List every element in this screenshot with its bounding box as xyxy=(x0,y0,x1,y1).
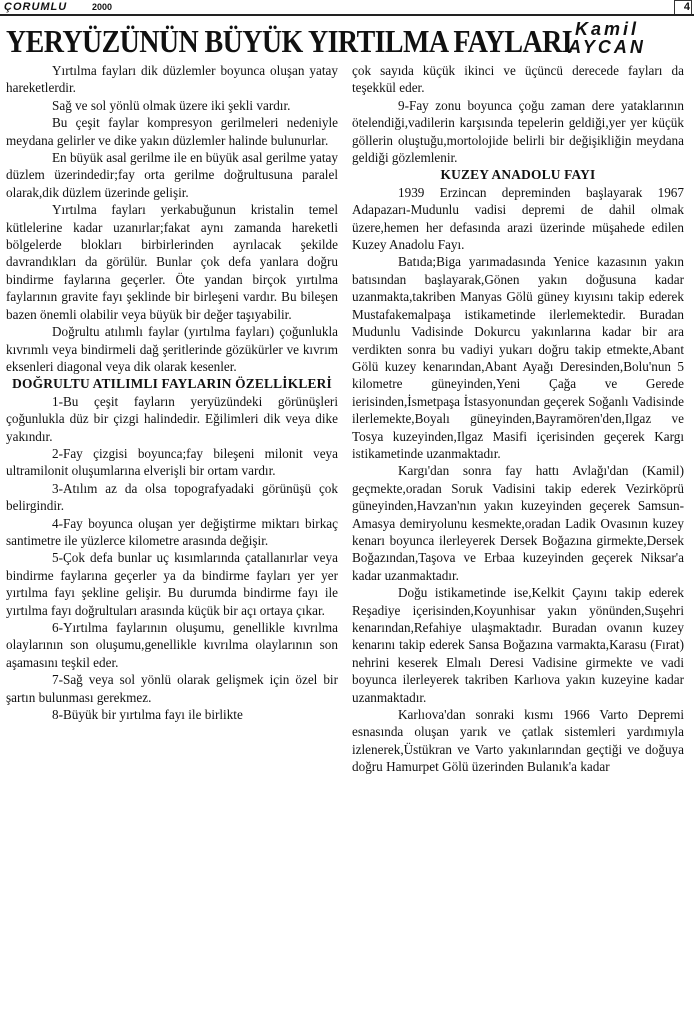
paragraph: Kargı'dan sonra fay hattı Avlağı'dan (Kamil) geçmekte,oradan Soruk Vadisini takip ederek Vezirköprü güneyinden,Havzan'nın yakın kuzeyinden geçerek Samsun-Amasya demiryolunu kesmekte,oradan Ladik Ovasının kuzey kenarı boyunca ilerleyerek Dersek Boğazına girmekte,Dersek Boğazından,Taşova ve Erbaa kuzeyinden geçerek Niksar'a kadar uzanmaktadır. xyxy=(352,463,684,583)
paragraph: En büyük asal gerilme ile en büyük asal gerilme yatay düzlem üzerindedir;fay orta gerilme doğrultusuna paralel olarak,dik düzlem üzerinde gelişir. xyxy=(6,150,338,200)
page-header xyxy=(0,0,694,16)
header-rule xyxy=(0,14,694,16)
right-column xyxy=(352,62,684,1018)
paragraph: 7-Sağ veya sol yönlü olarak gelişmek için özel bir şartın bulunması gerekmez. xyxy=(6,672,338,705)
paragraph: Batıda;Biga yarımadasında Yenice kazasının yakın batısından başlayarak,Gönen yakın doğusuna kadar uzanmakta,takriben Manyas Gölü güney kıyısını takip ederek Mustafakemalpaşa istikametinde ilerlemektedir. Buradan Mudunlu Vadisinde Dokurcu yakınlarına kadar bir ara verdikten sonra bu vadiyi yukarı doğru takip etmekte,Abant Gölü kuzey kenarından,Abant Ayağı Deresinden,Bolu'nun 5 kilometre güneyinden,Yeni Çağa ve Gerede ierisinden,İsmetpaşa İstasyonundan geçerek Soğanlı Vadisinde ilerlemekte,Boyalı güneyinden,Bayramören'den,Ilgaz ve Tosya kuzeyinden,Ilgaz Masifi içerisinden geçerek Kargı istikametinde uzanmaktadır. xyxy=(352,254,684,461)
paragraph: Doğu istikametinde ise,Kelkit Çayını takip ederek Reşadiye içerisinden,Koyunhisar yakın yönünden,Suşehri kenarından,Refahiye ulaşmaktadır. Buradan ovanın kuzey kenarını takip ederek Sansa Boğazına varmakta,Karasu (Fırat) nehrini keserek Elmalı Deresi Vadisine girmekte ve vadi boyunca ilerleyerek takriben Karlıova yakın kuzeyine kadar uzanmaktadır. xyxy=(352,585,684,705)
masthead: ÇORUMLU xyxy=(4,1,68,13)
author-byline xyxy=(524,20,690,56)
paragraph: Karlıova'dan sonraki kısmı 1966 Varto Depremi esnasında oluşan yarık ve çatlak sistemleri yardımıyla izlenerek,Üstükran ve Varto yakınlarından geçtiği ve doğuya doğru Hamurpet Gölü üzerinden Bulanık'a kadar xyxy=(352,707,684,775)
paragraph: 9-Fay zonu boyunca çoğu zaman dere yataklarının ötelendiği,vadilerin karşısında tepelerin geldiği,yer yer küçük göllerin oluştuğu,mortolojide belirli bir değişikliğin meydana geldiği gözlemlenir. xyxy=(352,97,684,166)
paragraph: Yırtılma fayları yerkabuğunun kristalin temel kütlelerine kadar uzanırlar;fakat aynı zamanda hareketli bölgelerde blokları birbirlerinden ayrılacak şekilde davrandıkları da görülür. Bunlar çok defa yanlara doğru bindirme faylarına geçerler. Öte yandan birçok yırtılma faylarının gravite fayı şeklinde bir birleşeni vardır. Bu bileşen bazen önemli olabilir veya büyük bir değer taşıyabilir. xyxy=(6,202,338,322)
paragraph: 6-Yırtılma faylarının oluşumu, genellikle kıvrılma olaylarının son oluşumu,genellikle kıvrılma olaylarının son aşamasını teşkil eder. xyxy=(6,620,338,670)
author-first-name: Kamil xyxy=(574,19,640,39)
author-last-name: AYCAN xyxy=(568,37,646,57)
paragraph: Yırtılma fayları dik düzlemler boyunca oluşan yatay hareketlerdir. xyxy=(6,63,338,96)
article-title: YERYÜZÜNÜN BÜYÜK YIRTILMA FAYLARI xyxy=(6,24,573,60)
paragraph: 8-Büyük bir yırtılma fayı ile birlikte xyxy=(52,707,243,723)
paragraph: Sağ ve sol yönlü olmak üzere iki şekli vardır. xyxy=(52,97,291,113)
paragraph: 2-Fay çizgisi boyunca;fay bileşeni milonit veya ultramilonit oluşumlarına elverişli bir ortam vardır. xyxy=(6,445,338,479)
left-column xyxy=(6,62,338,1018)
section-heading: DOĞRULTU ATILIMLI FAYLARIN ÖZELLİKLERİ xyxy=(12,376,332,392)
paragraph: 5-Çok defa bunlar uç kısımlarında çatallanırlar veya bindirme faylarına geçerler ya da bindirme fayları yer yer yırtılma fayı şekline gelişir. Bu durumda bindirme fayı ile yırtılma fayı doğrultuları arasında küçük bir açı ortaya çıkar. xyxy=(6,550,338,618)
paragraph: 4-Fay boyunca oluşan yer değiştirme miktarı birkaç santimetre ile yüzlerce kilometre arasında değişir. xyxy=(6,515,338,548)
paragraph: Bu çeşit faylar kompresyon gerilmeleri nedeniyle meydana gelirler ve dike yakın düzlemler halinde bulunurlar. xyxy=(6,115,338,148)
paragraph: Doğrultu atılımlı faylar (yırtılma fayları) çoğunlukla kıvrımlı veya bindirmeli dağ şeritlerinde gözükürler ve kıvrım eksenleri diagonal veya dik olarak kesenler. xyxy=(6,324,338,374)
paragraph: çok sayıda küçük ikinci ve üçüncü derecede fayları da teşekkül eder. xyxy=(352,63,684,96)
section-heading: KUZEY ANADOLU FAYI xyxy=(440,167,596,183)
paragraph: 1-Bu çeşit fayların yeryüzündeki görünüşleri çoğunlukla düz bir çizgi halindedir. Eğilimleri dik veya dike yakındır. xyxy=(6,393,338,444)
issue-year: 2000 xyxy=(92,2,113,12)
paragraph: 1939 Erzincan depreminden başlayarak 1967 Adapazarı-Mudunlu vadisi depremi de dahil olmak üzere,hemen her defasında arazi üzerinde müşahede edilen Kuzey Anadolu Fayı. xyxy=(352,184,684,253)
paragraph: 3-Atılım az da olsa topografyadaki görünüşü çok belirgindir. xyxy=(6,480,338,514)
page-number: 4 xyxy=(683,1,690,13)
